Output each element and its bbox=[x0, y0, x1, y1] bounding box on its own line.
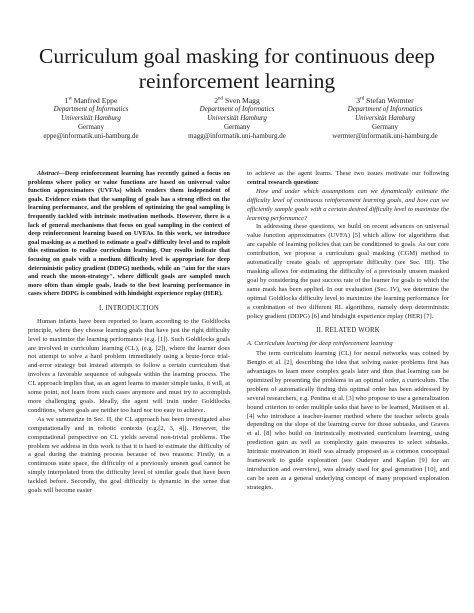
abstract-text: —Deep reinforcement learning has recently gained a focus on problems where policy or value functions are based on universal value function approximators (UVFAs) which renders them independent of goals. Evidence exists that the sampling of goals has a strong effect on the learning performance, and the problem of optimizing the goal sampling is frequently tackled with intrinsic motivation methods. However, there is a lack of general mechanisms that focus on goal sampling in the context of deep reinforcement learning based on UVFAs. In this work, we introduce goal masking as a method to estimate a goal's difficulty level and to exploit this estimation to realize curriculum learning. Our results indicate that focusing on goals with a medium difficulty level is appropriate for deep deterministic policy gradient (DDPG) methods, while an "aim for the stars and reach the moon-strategy", where difficult goals are sampled much more often than simple goals, leads to the best learning performance in cases where DDPG is combined with hindsight experience replay (HER). bbox=[28, 170, 230, 298]
related-work-paragraph-1: The term curriculum learning (CL) for neural networks was coined by Bengio et al. [2], describing the idea that solving easier problems first has advantages to learn more complex goals later and thus that learning can be optimized by presenting the problems in an optimal order, a curriculum. The problem of automatically finding this optimal order has been addressed by several researchers, e.g. Pentina et al. [3] who propose to use a generalization bound criterion to order multiple tasks that have to be learned, Matiisen et al. [4] who introduce a teacher-learner method where the teacher selects goals depending on the slope of the learning curve for those subtasks, and Graves et al. [8] who build on intrinsically motivated curriculum learning, using prediction gain as well as complexity gain measures to select subtasks. Intrinsic motivation in itself was already proposed as a common conceptual framework to guide exploration (see Oudeyer and Kaplan [9] for an introduction and overview), was already used for goal generation [10], and can be seen as a general underlying concept of many proposed exploration strategies. bbox=[247, 350, 449, 491]
author-3-name: Stefan Wermter bbox=[366, 96, 414, 105]
section-heading-introduction: I. INTRODUCTION bbox=[98, 304, 159, 312]
author-3-country: Germany bbox=[371, 123, 399, 131]
author-3 bbox=[310, 96, 460, 141]
author-1-ordinal-suffix: st bbox=[68, 96, 72, 102]
intro-paragraph-1: Human infants have been reported to learn according to the Goldilocks principle, where they choose learning goals that have just the right difficulty level to maximize the learning performance (e.g. [1]). Such Goldilocks goals are involved in curriculum learning (CL), (e.g. [2]), where the learner does not attempt to solve a hard problem immediately using a brute-force trial-and-error strategy but instead attempts to follow a certain curriculum that involves a favorable sequence of subgoals within the learning process. The CL approach implies that, as an agent learns to master simple tasks, it will, at some point, not learn from such cases anymore and must try to accomplish more challenging goals. Ideally, the agent will train under Goldilocks conditions, where goals are neither too hard nor too easy to achieve. bbox=[28, 317, 230, 414]
author-2-name: Sven Magg bbox=[224, 96, 260, 105]
author-1-ordinal: 1 bbox=[64, 96, 69, 105]
paper-title: Curriculum goal masking for continuous deep reinforcement learning bbox=[39, 44, 435, 93]
subsection-heading-curriculum-learning: A. Curriculum learning for deep reinforcement learning bbox=[247, 340, 393, 348]
author-3-email: wermter@informatik.uni-hamburg.de bbox=[332, 132, 438, 140]
intro-paragraph-4: In addressing these questions, we build on recent advances on universal value function approximators (UVFA) [5] which allow for algorithms that are capable of learning policies that can be conditioned to goals. As our core contribution, we propose a curriculum goal masking (CGM) method to automatically create goals of appropriate difficulty (see Sec. III). The masking allows for estimating the difficulty of a previously unseen masked goal by considering the past success rate of the learner for goals to which the same mask has been applied. In our evaluation (Sec. IV), we determine the optimal Goldilocks difficulty level to maximize the learning performance for a combination of two different RL algorithms, namely deep deterministic policy gradient (DDPG) [6] and hindsight experience replay (HER) [7]. bbox=[247, 223, 449, 320]
author-1-department: Department of Informatics bbox=[53, 105, 129, 113]
author-3-department: Department of Informatics bbox=[347, 105, 423, 113]
author-block bbox=[0, 96, 474, 146]
author-2-email: magg@informatik.uni-hamburg.de bbox=[188, 132, 286, 140]
author-2-country: Germany bbox=[223, 123, 251, 131]
author-1-country: Germany bbox=[77, 123, 105, 131]
author-2-university: Universität Hamburg bbox=[207, 114, 267, 122]
intro-paragraph-3 bbox=[247, 170, 449, 188]
intro-paragraph-2: As we summarize in Sec. II, the CL approach has been investigated also computationally and in robotic contexts (e.g.[2, 3, 4]). However, the computational perspective on CL yields several non-trivial problems. The problem we address in this work is that it is hard to estimate the difficulty of a goal during the training process because of two reasons: Firstly, in a continuous state space, the difficulty of a previously unseen goal cannot be simply interpolated from the difficulty level of similar goals that have been tackled before. Secondly, the goal difficulty is dynamic in the sense that goals will become easier bbox=[28, 415, 230, 495]
abstract-label: Abstract bbox=[37, 170, 59, 177]
left-column bbox=[28, 170, 230, 496]
author-2-ordinal-suffix: nd bbox=[218, 96, 224, 102]
author-2 bbox=[162, 96, 312, 141]
author-1-name: Manfred Eppe bbox=[73, 96, 118, 105]
author-3-ordinal: 3 bbox=[356, 96, 361, 105]
author-2-department: Department of Informatics bbox=[199, 105, 275, 113]
author-2-ordinal: 2 bbox=[214, 96, 219, 105]
author-3-university: Universität Hamburg bbox=[355, 114, 415, 122]
intro-paragraph-3-text: to achieve as the agent learns. These two issues motivate our following bbox=[247, 170, 449, 177]
author-3-ordinal-suffix: rd bbox=[360, 96, 365, 102]
author-1 bbox=[16, 96, 166, 141]
author-1-university: Universität Hamburg bbox=[61, 114, 121, 122]
right-column bbox=[247, 170, 449, 493]
research-question-label: central research question: bbox=[247, 178, 319, 186]
section-heading-related-work: II. RELATED WORK bbox=[316, 327, 380, 335]
research-question: How and under which assumptions can we dynamically estimate the difficulty level of continuous reinforcement learning goals, and how can we efficiently sample goals with a certain desired difficulty level to maximize the learning performance? bbox=[247, 187, 449, 222]
author-1-email: eppe@informatik.uni-hamburg.de bbox=[43, 132, 139, 140]
abstract bbox=[28, 170, 230, 299]
